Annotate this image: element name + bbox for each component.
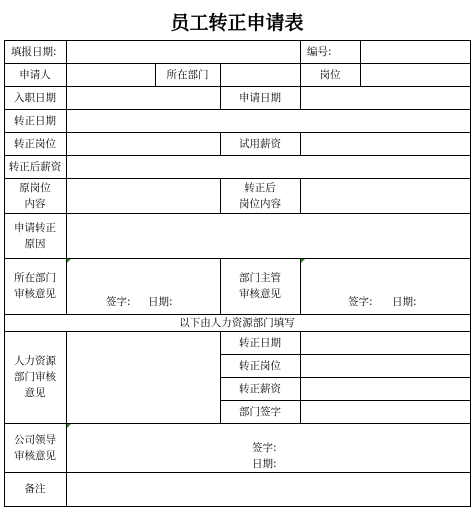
hr-opinion-label-line2: 部门审核 bbox=[14, 371, 56, 383]
reason-value[interactable] bbox=[66, 213, 470, 258]
hr-regular-date-label: 转正日期 bbox=[239, 336, 281, 349]
original-job-label-line2: 内容 bbox=[24, 197, 46, 210]
reason-label bbox=[4, 213, 66, 258]
new-job-label-line1: 转正后 bbox=[244, 181, 276, 194]
regular-position-value[interactable] bbox=[66, 132, 220, 155]
manager-opinion-label-line2: 审核意见 bbox=[239, 288, 281, 300]
applicant-label: 申请人 bbox=[19, 68, 51, 81]
manager-date-label: 日期: bbox=[392, 296, 417, 308]
probation-salary-value[interactable] bbox=[300, 132, 470, 155]
remark-value[interactable] bbox=[66, 472, 470, 506]
apply-date-label: 申请日期 bbox=[239, 91, 281, 104]
hr-regular-position-value[interactable] bbox=[300, 354, 470, 377]
hr-banner: 以下由人力资源部门填写 bbox=[179, 316, 295, 329]
row-border bbox=[4, 506, 471, 507]
company-opinion-label-line2: 审核意见 bbox=[14, 449, 56, 462]
number-value[interactable] bbox=[360, 40, 470, 63]
applicant-value[interactable] bbox=[66, 63, 155, 86]
manager-opinion-label-line1: 部门主管 bbox=[239, 272, 281, 284]
manager-sign-label: 签字: bbox=[348, 296, 373, 308]
hr-regular-position-label: 转正岗位 bbox=[239, 359, 281, 372]
new-job-label-line2: 岗位内容 bbox=[239, 197, 281, 210]
position-value[interactable] bbox=[360, 63, 470, 86]
apply-date-value[interactable] bbox=[300, 86, 470, 109]
dept-opinion-label bbox=[4, 258, 66, 314]
dept-date-label: 日期: bbox=[148, 296, 173, 308]
probation-salary-label: 试用薪资 bbox=[239, 137, 281, 150]
regular-salary-label: 转正后薪资 bbox=[8, 160, 62, 173]
regular-date-label: 转正日期 bbox=[14, 114, 56, 127]
hr-regular-salary-value[interactable] bbox=[300, 377, 470, 400]
dept-opinion-value[interactable] bbox=[66, 258, 220, 314]
new-job-value[interactable] bbox=[300, 178, 470, 213]
dept-opinion-label-line2: 审核意见 bbox=[14, 288, 56, 300]
fill-date-label: 填报日期: bbox=[11, 45, 57, 58]
hr-dept-sign-label: 部门签字 bbox=[239, 405, 281, 418]
regular-salary-value[interactable] bbox=[66, 155, 470, 178]
dept-sign-label: 签字: bbox=[106, 296, 131, 308]
position-label: 岗位 bbox=[319, 68, 341, 81]
hr-dept-sign-value[interactable] bbox=[300, 400, 470, 423]
hire-date-label: 入职日期 bbox=[14, 91, 56, 104]
fill-date-value[interactable] bbox=[66, 40, 300, 63]
number-label: 编号: bbox=[307, 45, 332, 58]
hr-opinion-label-line3: 意见 bbox=[24, 387, 46, 399]
remark-label: 备注 bbox=[24, 483, 46, 495]
company-date-label: 日期: bbox=[252, 458, 277, 470]
dept-opinion-label-line1: 所在部门 bbox=[14, 272, 56, 284]
hr-opinion-label bbox=[4, 331, 66, 423]
reason-label-line2: 原因 bbox=[24, 237, 46, 250]
regular-position-label: 转正岗位 bbox=[14, 137, 56, 150]
company-opinion-label bbox=[4, 423, 66, 472]
department-label: 所在部门 bbox=[166, 68, 209, 81]
hire-date-value[interactable] bbox=[66, 86, 220, 109]
original-job-label-line1: 原岗位 bbox=[19, 181, 51, 194]
company-opinion-label-line1: 公司领导 bbox=[14, 433, 56, 446]
original-job-label bbox=[4, 178, 66, 213]
reason-label-line1: 申请转正 bbox=[14, 221, 56, 234]
hr-opinion-label-line1: 人力资源 bbox=[14, 355, 56, 367]
hr-opinion-value[interactable] bbox=[66, 331, 220, 423]
company-sign-label: 签字: bbox=[252, 442, 277, 454]
department-value[interactable] bbox=[220, 63, 300, 86]
new-job-label bbox=[220, 178, 300, 213]
hr-regular-date-value[interactable] bbox=[300, 331, 470, 354]
manager-opinion-label bbox=[220, 258, 300, 314]
hr-regular-salary-label: 转正薪资 bbox=[239, 382, 281, 395]
original-job-value[interactable] bbox=[66, 178, 220, 213]
manager-opinion-value[interactable] bbox=[300, 258, 470, 314]
form-title: 员工转正申请表 bbox=[170, 12, 304, 34]
col-border bbox=[470, 40, 471, 507]
regular-date-value[interactable] bbox=[66, 109, 470, 132]
